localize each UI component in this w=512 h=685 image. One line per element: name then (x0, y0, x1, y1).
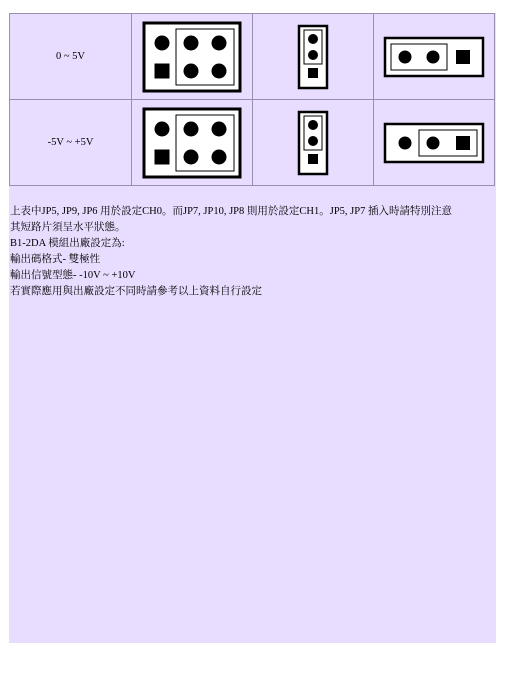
note-line: 若實際應用與出廠設定不同時請參考以上資料自行設定 (10, 286, 262, 297)
table-row (10, 14, 495, 100)
note-line: 輸出碼格式- 雙極性 (10, 254, 101, 265)
jumper-horizontal-diagram (374, 100, 495, 186)
jumper-setting-table (9, 13, 495, 186)
jumper-2x3-diagram (132, 14, 253, 100)
note-line: 上表中JP5, JP9, JP6 用於設定CH0。而JP7, JP10, JP8 則用於設定CH1。JP5, JP7 插入時請特別注意 (10, 206, 452, 217)
range-label: -5V ~ +5V (10, 100, 132, 186)
note-line: 輸出信號型態- -10V ~ +10V (10, 270, 136, 281)
range-label: 0 ~ 5V (10, 14, 132, 100)
jumper-vertical-diagram (253, 14, 374, 100)
jumper-horizontal-diagram (374, 14, 495, 100)
table-row (10, 100, 495, 186)
jumper-vertical-diagram (253, 100, 374, 186)
note-line: 其短路片須呈水平狀態。 (10, 222, 126, 233)
document-panel (9, 13, 496, 643)
jumper-2x3-diagram (132, 100, 253, 186)
notes-text (10, 204, 494, 300)
note-line: B1-2DA 模組出廠設定為: (10, 238, 125, 249)
